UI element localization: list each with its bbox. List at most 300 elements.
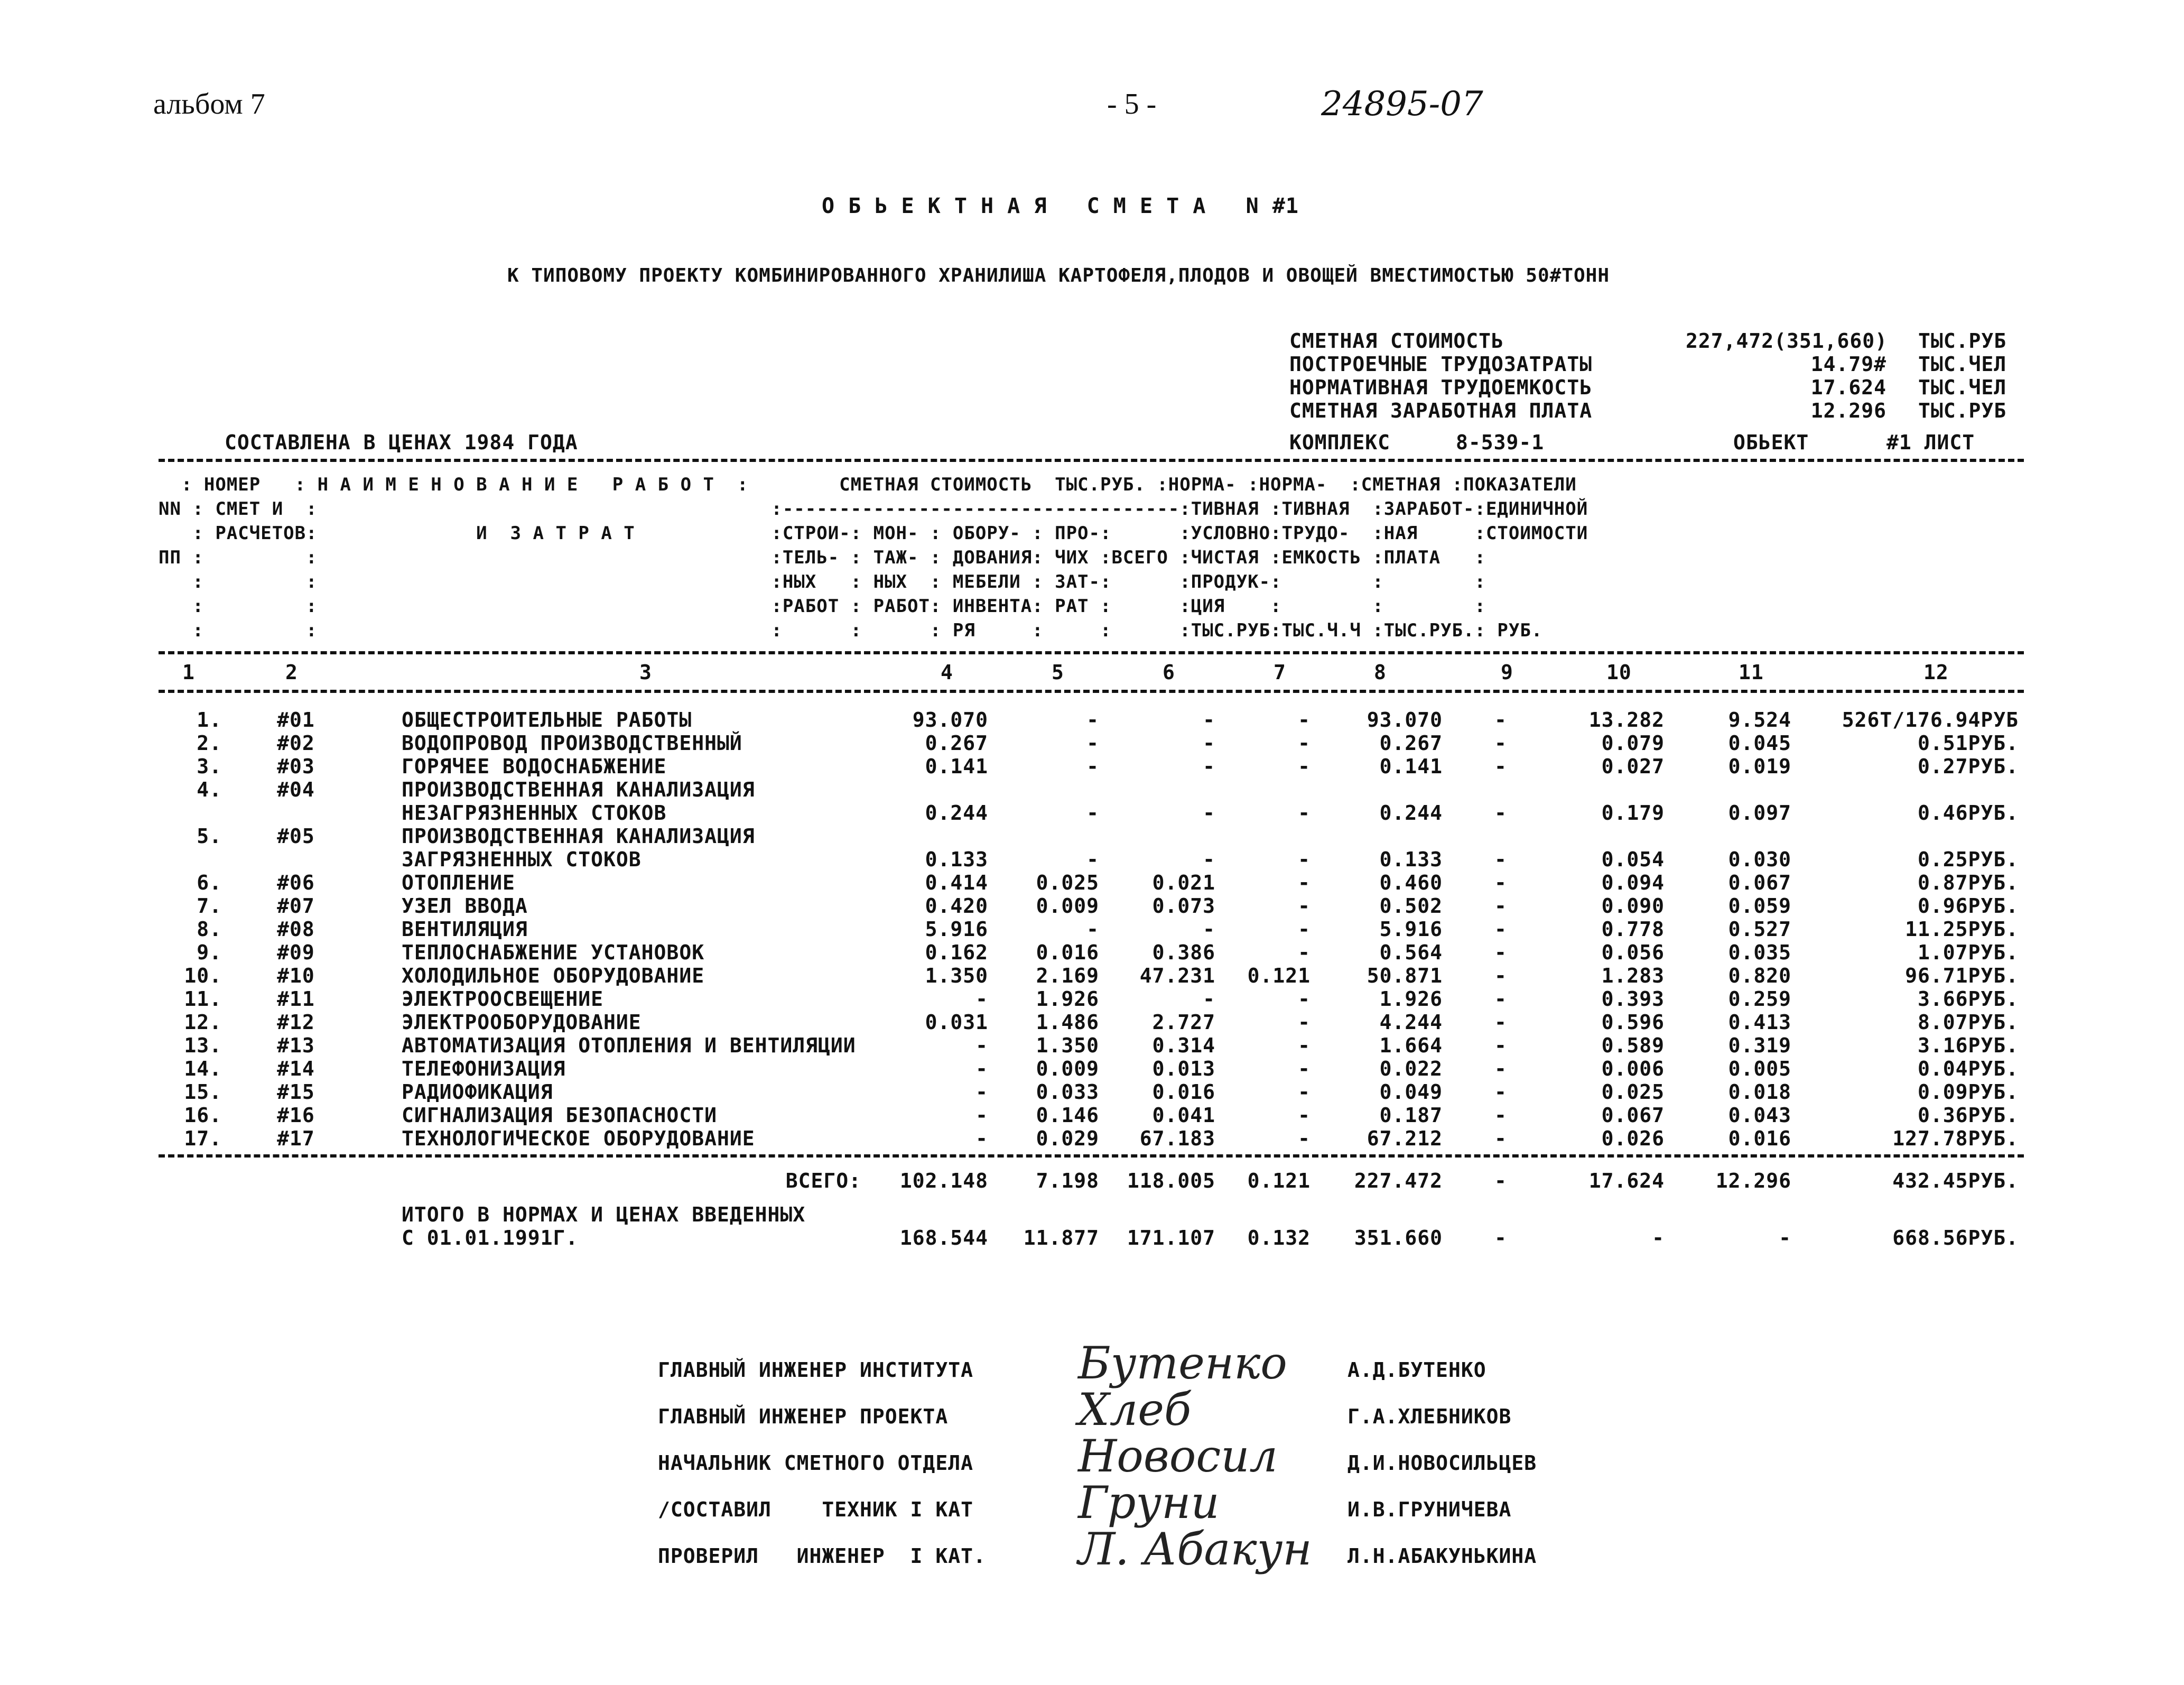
cell-name: ГОРЯЧЕЕ ВОДОСНАБЖЕНИЕ	[402, 755, 667, 778]
cell-c11: 0.259	[1728, 987, 1791, 1011]
cell-c7: -	[1298, 848, 1311, 871]
cell-c12: 0.27РУБ.	[1917, 755, 2019, 778]
cell-c10: 0.596	[1601, 1011, 1665, 1034]
cell-c10: 0.025	[1601, 1080, 1665, 1104]
cell-c12: 0.96РУБ.	[1917, 894, 2019, 918]
cell-c5: 1.926	[1036, 987, 1099, 1011]
column-number: 7	[1274, 661, 1286, 684]
complex-label: КОМПЛЕКС	[1289, 431, 1391, 454]
page-number: - 5 -	[1107, 88, 1157, 121]
cell-c5: -	[1086, 732, 1099, 755]
column-number: 3	[639, 661, 652, 684]
totals-label: С 01.01.1991Г.	[402, 1226, 579, 1249]
summary-unit: ТЫС.ЧЕЛ	[1918, 376, 2007, 399]
cell-c7: -	[1298, 1057, 1311, 1080]
column-number: 5	[1052, 661, 1064, 684]
summary-label: ПОСТРОЕЧНЫЕ ТРУДОЗАТРАТЫ	[1289, 353, 1593, 376]
cell-c9: -	[1494, 1080, 1507, 1104]
cell-c5: 1.486	[1036, 1011, 1099, 1034]
cell-c9: -	[1494, 1226, 1507, 1249]
cell-c6: 67.183	[1139, 1127, 1215, 1150]
cell-c12: 3.16РУБ.	[1917, 1034, 2019, 1057]
cell-c5: -	[1086, 918, 1099, 941]
cell-c12: 3.66РУБ.	[1917, 987, 2019, 1011]
cell-c10: 17.624	[1588, 1169, 1665, 1192]
cell-c12: 1.07РУБ.	[1917, 941, 2019, 964]
cell-c9: -	[1494, 732, 1507, 755]
cell-c5: -	[1086, 708, 1099, 732]
cell-c11: 0.097	[1728, 801, 1791, 825]
cell-c10: 0.090	[1601, 894, 1665, 918]
cell-c11: 0.005	[1728, 1057, 1791, 1080]
cell-c7: -	[1298, 1127, 1311, 1150]
cell-c4: 0.267	[925, 732, 988, 755]
cell-c5: 0.025	[1036, 871, 1099, 894]
cell-c8: 0.564	[1379, 941, 1443, 964]
table-rule-top	[159, 459, 2024, 462]
cell-c8: 0.502	[1379, 894, 1443, 918]
cell-c8: 93.070	[1367, 708, 1443, 732]
cell-code: #05	[277, 825, 315, 848]
cell-c4: -	[975, 1080, 988, 1104]
cell-nn: 6.	[197, 871, 222, 894]
cell-c6: -	[1203, 918, 1215, 941]
cell-nn: 13.	[184, 1034, 222, 1057]
cell-c4: 168.544	[899, 1226, 988, 1249]
column-number: 11	[1739, 661, 1764, 684]
cell-c10: 0.094	[1601, 871, 1665, 894]
cell-c4: 0.133	[925, 848, 988, 871]
cell-c12: 0.46РУБ.	[1917, 801, 2019, 825]
cell-c12: 8.07РУБ.	[1917, 1011, 2019, 1034]
cell-c7: -	[1298, 894, 1311, 918]
totals-label: ИТОГО В НОРМАХ И ЦЕНАХ ВВЕДЕННЫХ	[402, 1203, 806, 1226]
table-row	[0, 708, 2184, 732]
table-row	[0, 825, 2184, 871]
column-number: 4	[941, 661, 953, 684]
cell-code: #06	[277, 871, 315, 894]
summary-label: СМЕТНАЯ ЗАРАБОТНАЯ ПЛАТА	[1289, 399, 1593, 422]
cell-name: ВОДОПРОВОД ПРОИЗВОДСТВЕННЫЙ	[402, 732, 742, 755]
summary-value: 227,472(351,660)	[1686, 329, 1888, 353]
cell-c8: 67.212	[1367, 1127, 1443, 1150]
cell-c8: 0.187	[1379, 1104, 1443, 1127]
cell-c12: 0.25РУБ.	[1917, 848, 2019, 871]
cell-nn: 4.	[197, 778, 222, 801]
cell-c8: 0.133	[1379, 848, 1443, 871]
cell-c6: 0.386	[1152, 941, 1215, 964]
cell-c5: 0.146	[1036, 1104, 1099, 1127]
column-number: 12	[1923, 661, 1949, 684]
cell-nn: 11.	[184, 987, 222, 1011]
signatory-role: ПРОВЕРИЛ ИНЖЕНЕР I КАТ.	[658, 1544, 986, 1568]
table-row	[0, 732, 2184, 755]
column-numbers-row	[0, 661, 2184, 684]
signatory-name: Л.Н.АБАКУНЬКИНА	[1347, 1544, 1537, 1568]
cell-c5: 0.029	[1036, 1127, 1099, 1150]
cell-c10: 0.006	[1601, 1057, 1665, 1080]
cell-c12: 127.78РУБ.	[1892, 1127, 2019, 1150]
cell-c4: -	[975, 1104, 988, 1127]
cell-c11: 12.296	[1715, 1169, 1791, 1192]
cell-c7: -	[1298, 1034, 1311, 1057]
cell-c11: 0.043	[1728, 1104, 1791, 1127]
cell-c6: 2.727	[1152, 1011, 1215, 1034]
complex-value: 8-539-1	[1456, 431, 1545, 454]
cell-name: ОБЩЕСТРОИТЕЛЬНЫЕ РАБОТЫ	[402, 708, 692, 732]
cell-c10: 0.393	[1601, 987, 1665, 1011]
cell-code: #04	[277, 778, 315, 801]
cell-name: ОТОПЛЕНИЕ	[402, 871, 515, 894]
signatory-name: Г.А.ХЛЕБНИКОВ	[1347, 1405, 1512, 1428]
cell-c11: 0.413	[1728, 1011, 1791, 1034]
cell-nn: 14.	[184, 1057, 222, 1080]
handwritten-signature: Бутенко	[1078, 1337, 1287, 1389]
cell-c10: 0.179	[1601, 801, 1665, 825]
signatures-block	[0, 1337, 2184, 1586]
cell-c6: -	[1203, 848, 1215, 871]
cell-code: #14	[277, 1057, 315, 1080]
document-subtitle: К ТИПОВОМУ ПРОЕКТУ КОМБИНИРОВАННОГО ХРАНИЛИША КАРТОФЕЛЯ,ПЛОДОВ И ОВОЩЕЙ ВМЕСТИМОСТЬЮ 50#ТОНН	[507, 265, 1610, 286]
signatory-role: НАЧАЛЬНИК СМЕТНОГО ОТДЕЛА	[658, 1451, 973, 1475]
signatory-role: ГЛАВНЫЙ ИНЖЕНЕР ИНСТИТУТА	[658, 1358, 973, 1382]
cell-c9: -	[1494, 894, 1507, 918]
cell-c4: 0.031	[925, 1011, 988, 1034]
object-value: #1 ЛИСТ	[1886, 431, 1975, 454]
cell-c9: -	[1494, 755, 1507, 778]
cell-c9: -	[1494, 1034, 1507, 1057]
cell-c4: 0.141	[925, 755, 988, 778]
cell-c5: -	[1086, 801, 1099, 825]
cell-c8: 0.049	[1379, 1080, 1443, 1104]
table-header-line: : НОМЕР : Н А И М Е Н О В А Н И Е Р А Б О Т : СМЕТНАЯ СТОИМОСТЬ ТЫС.РУБ. :НОРМА- :НОРМА- :СМЕТНАЯ :ПОКАЗАТЕЛИ	[159, 474, 1577, 495]
cell-c6: -	[1203, 987, 1215, 1011]
cell-c6: 47.231	[1139, 964, 1215, 987]
cell-c10: 0.079	[1601, 732, 1665, 755]
cell-nn: 2.	[197, 732, 222, 755]
column-number: 2	[285, 661, 298, 684]
cell-nn: 16.	[184, 1104, 222, 1127]
totals-row	[0, 1203, 2184, 1249]
cell-c6: 0.021	[1152, 871, 1215, 894]
cell-c9: -	[1494, 1104, 1507, 1127]
cell-nn: 17.	[184, 1127, 222, 1150]
summary-value: 17.624	[1810, 376, 1886, 399]
cell-c11: 0.030	[1728, 848, 1791, 871]
cell-name: ТЕХНОЛОГИЧЕСКОЕ ОБОРУДОВАНИЕ	[402, 1127, 755, 1150]
cell-c12: 0.51РУБ.	[1917, 732, 2019, 755]
cell-code: #03	[277, 755, 315, 778]
cell-c6: 118.005	[1127, 1169, 1215, 1192]
cell-nn: 12.	[184, 1011, 222, 1034]
cell-c6: -	[1203, 755, 1215, 778]
table-header-line: : : :РАБОТ : РАБОТ: ИНВЕНТА: РАТ : :ЦИЯ : : :	[159, 596, 1486, 617]
cell-c11: 0.045	[1728, 732, 1791, 755]
cell-code: #12	[277, 1011, 315, 1034]
cell-nn: 3.	[197, 755, 222, 778]
cell-c4: 0.420	[925, 894, 988, 918]
cell-name: ПРОИЗВОДСТВЕННАЯ КАНАЛИЗАЦИЯ	[402, 825, 755, 848]
cell-c10: -	[1652, 1226, 1665, 1249]
cell-c4: 93.070	[912, 708, 988, 732]
cell-c8: 0.460	[1379, 871, 1443, 894]
cell-c5: 0.009	[1036, 1057, 1099, 1080]
cell-nn: 8.	[197, 918, 222, 941]
document-number: 24895-07	[1321, 85, 1483, 124]
table-rule-header	[159, 651, 2024, 654]
cell-code: #11	[277, 987, 315, 1011]
cell-c6: 0.073	[1152, 894, 1215, 918]
table-header-line: : : : : : РЯ : : :ТЫС.РУБ:ТЫС.Ч.Ч :ТЫС.РУБ.: РУБ.	[159, 620, 1543, 641]
cell-c9: -	[1494, 1169, 1507, 1192]
cell-c11: -	[1779, 1226, 1791, 1249]
album-label: альбом 7	[153, 88, 265, 121]
summary-label: НОРМАТИВНАЯ ТРУДОЕМКОСТЬ	[1289, 376, 1593, 399]
table-row	[0, 1104, 2184, 1127]
cell-c5: 11.877	[1023, 1226, 1099, 1249]
cell-c5: 2.169	[1036, 964, 1099, 987]
cell-c9: -	[1494, 708, 1507, 732]
cell-c9: -	[1494, 1011, 1507, 1034]
cell-c11: 0.035	[1728, 941, 1791, 964]
cell-code: #10	[277, 964, 315, 987]
cell-c6: -	[1203, 801, 1215, 825]
cell-code: #13	[277, 1034, 315, 1057]
cell-c12: 668.56РУБ.	[1892, 1226, 2019, 1249]
cell-code: #01	[277, 708, 315, 732]
cell-c10: 0.027	[1601, 755, 1665, 778]
cell-c7: 0.121	[1247, 964, 1311, 987]
cell-c5: 1.350	[1036, 1034, 1099, 1057]
cell-c7: -	[1298, 918, 1311, 941]
cell-c10: 0.778	[1601, 918, 1665, 941]
handwritten-signature: Хлеб	[1078, 1384, 1192, 1436]
cell-c9: -	[1494, 871, 1507, 894]
cell-c10: 13.282	[1588, 708, 1665, 732]
table-rule-colnums	[159, 690, 2024, 693]
cell-c5: 0.033	[1036, 1080, 1099, 1104]
totals-row	[0, 1169, 2184, 1192]
table-row	[0, 1127, 2184, 1150]
cell-c9: -	[1494, 987, 1507, 1011]
cell-c8: 0.022	[1379, 1057, 1443, 1080]
signature-row	[0, 1523, 2184, 1580]
summary-unit: ТЫС.РУБ	[1918, 399, 2007, 422]
cell-c9: -	[1494, 1127, 1507, 1150]
summary-label: СМЕТНАЯ СТОИМОСТЬ	[1289, 329, 1504, 353]
document-title: О Б Ь Е К Т Н А Я С М Е Т А N #1	[822, 194, 1299, 218]
cell-c8: 351.660	[1354, 1226, 1443, 1249]
table-row	[0, 1057, 2184, 1080]
cell-c7: 0.132	[1247, 1226, 1311, 1249]
cell-c5: 0.009	[1036, 894, 1099, 918]
totals-label: ВСЕГО:	[785, 1169, 861, 1192]
table-rule-totals	[159, 1154, 2024, 1158]
summary-unit: ТЫС.ЧЕЛ	[1918, 353, 2007, 376]
cell-name: НЕЗАГРЯЗНЕННЫХ СТОКОВ	[402, 801, 667, 825]
table-row	[0, 1080, 2184, 1104]
cell-c7: -	[1298, 1080, 1311, 1104]
column-number: 8	[1374, 661, 1387, 684]
handwritten-signature: Груни	[1078, 1477, 1220, 1529]
cell-c6: -	[1203, 708, 1215, 732]
cell-c4: -	[975, 1127, 988, 1150]
signatory-role: /СОСТАВИЛ ТЕХНИК I КАТ	[658, 1498, 973, 1521]
signatory-role: ГЛАВНЫЙ ИНЖЕНЕР ПРОЕКТА	[658, 1405, 949, 1428]
cell-c7: -	[1298, 801, 1311, 825]
cell-c4: 1.350	[925, 964, 988, 987]
summary-value: 12.296	[1810, 399, 1886, 422]
cell-c7: -	[1298, 1104, 1311, 1127]
summary-block	[1289, 309, 2029, 434]
cell-c6: 0.314	[1152, 1034, 1215, 1057]
cell-c4: 0.244	[925, 801, 988, 825]
cell-c4: -	[975, 987, 988, 1011]
table-row	[0, 1011, 2184, 1034]
table-row	[0, 964, 2184, 987]
column-number: 6	[1163, 661, 1175, 684]
cell-c12: 0.04РУБ.	[1917, 1057, 2019, 1080]
cell-name: ХОЛОДИЛЬНОЕ ОБОРУДОВАНИЕ	[402, 964, 705, 987]
cell-nn: 5.	[197, 825, 222, 848]
cell-c4: -	[975, 1034, 988, 1057]
cell-name: ВЕНТИЛЯЦИЯ	[402, 918, 528, 941]
cell-name: ПРОИЗВОДСТВЕННАЯ КАНАЛИЗАЦИЯ	[402, 778, 755, 801]
cell-code: #07	[277, 894, 315, 918]
cell-code: #16	[277, 1104, 315, 1127]
cell-c11: 0.016	[1728, 1127, 1791, 1150]
cell-c7: -	[1298, 755, 1311, 778]
cell-name: СИГНАЛИЗАЦИЯ БЕЗОПАСНОСТИ	[402, 1104, 717, 1127]
cell-c12: 11.25РУБ.	[1905, 918, 2019, 941]
summary-unit: ТЫС.РУБ	[1918, 329, 2007, 353]
cell-name: ЭЛЕКТРООБОРУДОВАНИЕ	[402, 1011, 642, 1034]
cell-c5: -	[1086, 755, 1099, 778]
prices-note: СОСТАВЛЕНА В ЦЕНАХ 1984 ГОДА	[225, 431, 578, 454]
cell-c12: 0.09РУБ.	[1917, 1080, 2019, 1104]
table-row	[0, 941, 2184, 964]
cell-c6: 0.016	[1152, 1080, 1215, 1104]
cell-name: ТЕЛЕФОНИЗАЦИЯ	[402, 1057, 566, 1080]
cell-c5: 7.198	[1036, 1169, 1099, 1192]
cell-c11: 0.527	[1728, 918, 1791, 941]
cell-name: РАДИОФИКАЦИЯ	[402, 1080, 553, 1104]
cell-c8: 4.244	[1379, 1011, 1443, 1034]
cell-c4: 5.916	[925, 918, 988, 941]
cell-c8: 1.664	[1379, 1034, 1443, 1057]
cell-code: #15	[277, 1080, 315, 1104]
cell-c8: 1.926	[1379, 987, 1443, 1011]
cell-name: АВТОМАТИЗАЦИЯ ОТОПЛЕНИЯ И ВЕНТИЛЯЦИИ	[402, 1034, 856, 1057]
cell-c10: 0.026	[1601, 1127, 1665, 1150]
cell-c8: 0.244	[1379, 801, 1443, 825]
cell-c5: -	[1086, 848, 1099, 871]
cell-c9: -	[1494, 801, 1507, 825]
cell-c10: 0.589	[1601, 1034, 1665, 1057]
cell-c8: 227.472	[1354, 1169, 1443, 1192]
table-row	[0, 755, 2184, 778]
cell-c12: 432.45РУБ.	[1892, 1169, 2019, 1192]
table-row	[0, 894, 2184, 918]
cell-c9: -	[1494, 941, 1507, 964]
cell-c7: 0.121	[1247, 1169, 1311, 1192]
cell-c11: 0.067	[1728, 871, 1791, 894]
cell-nn: 15.	[184, 1080, 222, 1104]
table-row	[0, 871, 2184, 894]
cell-c7: -	[1298, 708, 1311, 732]
signatory-name: Д.И.НОВОСИЛЬЦЕВ	[1347, 1451, 1537, 1475]
cell-nn: 10.	[184, 964, 222, 987]
handwritten-signature: Л. Абакун	[1078, 1523, 1312, 1575]
cell-code: #17	[277, 1127, 315, 1150]
cell-c9: -	[1494, 848, 1507, 871]
cell-name: ТЕПЛОСНАБЖЕНИЕ УСТАНОВОК	[402, 941, 705, 964]
cell-name: ЗАГРЯЗНЕННЫХ СТОКОВ	[402, 848, 642, 871]
cell-c6: -	[1203, 732, 1215, 755]
cell-c10: 0.067	[1601, 1104, 1665, 1127]
cell-code: #09	[277, 941, 315, 964]
cell-c4: -	[975, 1057, 988, 1080]
cell-c8: 0.141	[1379, 755, 1443, 778]
cell-code: #08	[277, 918, 315, 941]
cell-c12: 0.36РУБ.	[1917, 1104, 2019, 1127]
cell-c8: 5.916	[1379, 918, 1443, 941]
object-label: ОБЬЕКТ	[1733, 431, 1809, 454]
cell-c12: 526Т/176.94РУБ	[1842, 708, 2019, 732]
cell-code: #02	[277, 732, 315, 755]
table-header-line: : : :НЫХ : НЫХ : МЕБЕЛИ : ЗАТ-: :ПРОДУК-: : :	[159, 571, 1486, 592]
cell-c12: 96.71РУБ.	[1905, 964, 2019, 987]
cell-c10: 0.056	[1601, 941, 1665, 964]
cell-c7: -	[1298, 732, 1311, 755]
cell-c7: -	[1298, 987, 1311, 1011]
cell-c7: -	[1298, 941, 1311, 964]
cell-c11: 9.524	[1728, 708, 1791, 732]
cell-c6: 171.107	[1127, 1226, 1215, 1249]
cell-name: ЭЛЕКТРООСВЕЩЕНИЕ	[402, 987, 604, 1011]
table-header-line: ПП : : :ТЕЛЬ- : ТАЖ- : ДОВАНИЯ: ЧИХ :ВСЕГО :ЧИСТАЯ :ЕМКОСТЬ :ПЛАТА :	[159, 547, 1486, 568]
cell-c7: -	[1298, 1011, 1311, 1034]
table-row	[0, 918, 2184, 941]
cell-nn: 7.	[197, 894, 222, 918]
handwritten-signature: Новосил	[1078, 1430, 1278, 1482]
cell-c11: 0.019	[1728, 755, 1791, 778]
cell-nn: 1.	[197, 708, 222, 732]
cell-c9: -	[1494, 918, 1507, 941]
signatory-name: А.Д.БУТЕНКО	[1347, 1358, 1486, 1382]
signatory-name: И.В.ГРУНИЧЕВА	[1347, 1498, 1512, 1521]
column-number: 9	[1501, 661, 1513, 684]
cell-c10: 1.283	[1601, 964, 1665, 987]
table-row	[0, 778, 2184, 825]
cell-c8: 0.267	[1379, 732, 1443, 755]
cell-c12: 0.87РУБ.	[1917, 871, 2019, 894]
cell-c6: 0.013	[1152, 1057, 1215, 1080]
table-header-line: NN : СМЕТ И : :-----------------------------------:ТИВНАЯ :ТИВНАЯ :ЗАРАБОТ-:ЕДИНИЧНОЙ	[159, 498, 1588, 520]
cell-c5: 0.016	[1036, 941, 1099, 964]
cell-c11: 0.820	[1728, 964, 1791, 987]
summary-value: 14.79#	[1810, 353, 1886, 376]
cell-c11: 0.018	[1728, 1080, 1791, 1104]
table-row	[0, 987, 2184, 1011]
cell-c4: 0.162	[925, 941, 988, 964]
table-row	[0, 1034, 2184, 1057]
cell-c4: 0.414	[925, 871, 988, 894]
cell-c9: -	[1494, 964, 1507, 987]
cell-c6: 0.041	[1152, 1104, 1215, 1127]
cell-c11: 0.059	[1728, 894, 1791, 918]
cell-c11: 0.319	[1728, 1034, 1791, 1057]
